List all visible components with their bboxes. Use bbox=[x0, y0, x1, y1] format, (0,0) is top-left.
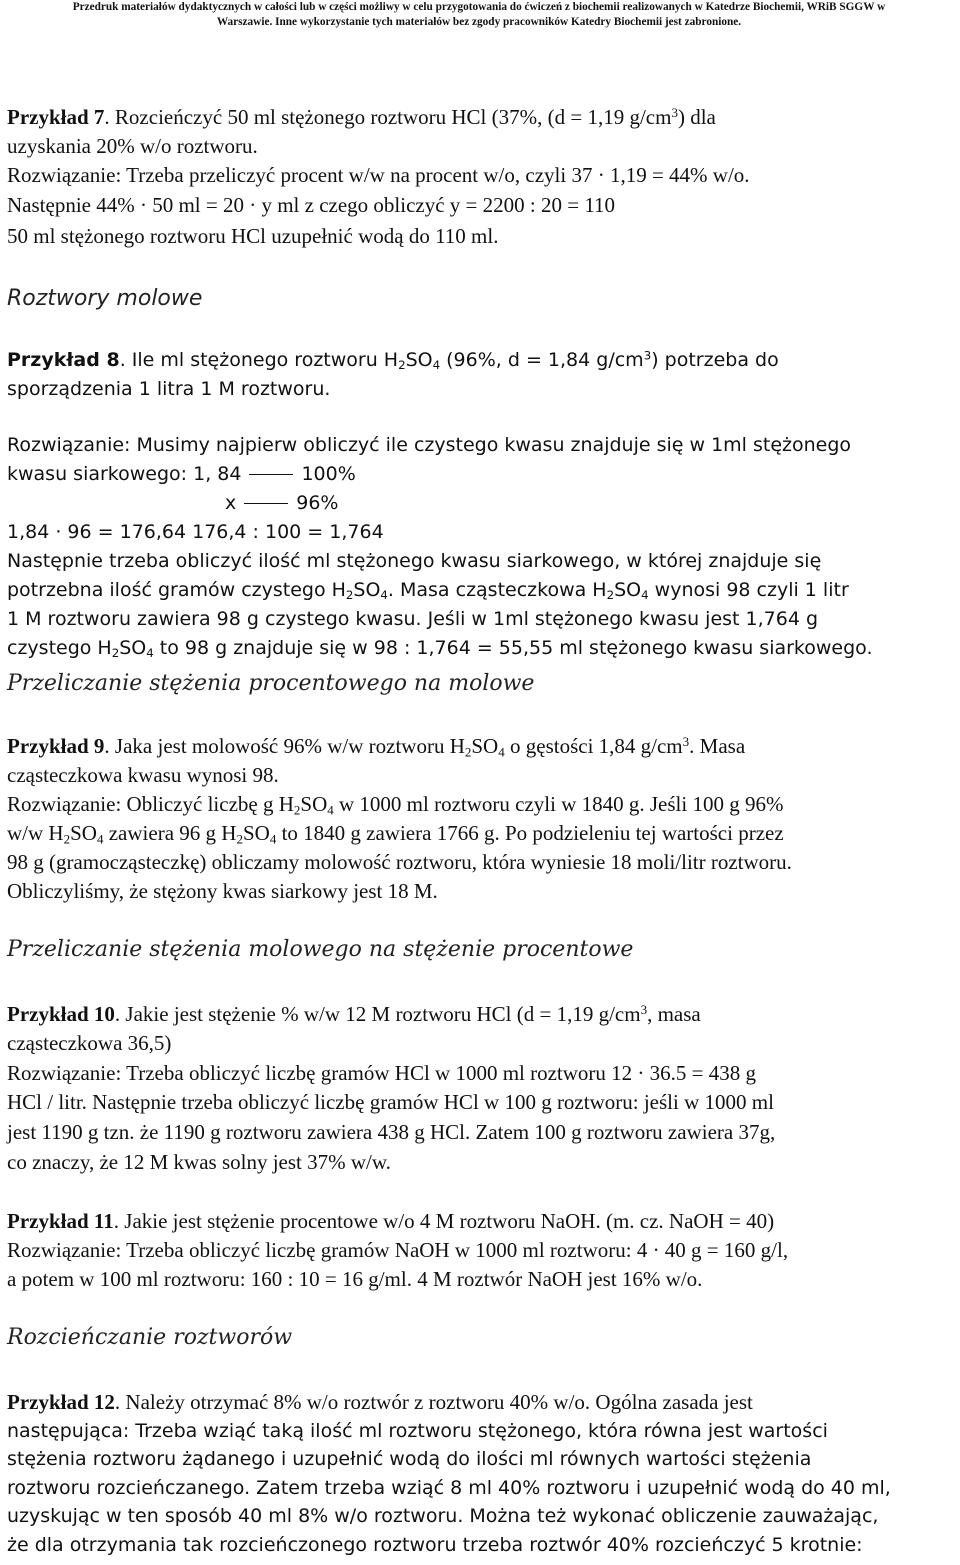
example-10-line-4: HCl / litr. Następnie trzeba obliczyć liczbę gramów HCl w 100 g roztworu: jeśli w 1000 ml bbox=[7, 1090, 774, 1114]
example-7-line-2: uzyskania 20% w/o roztworu. bbox=[7, 134, 258, 158]
header-line-1: Przedruk materiałów dydaktycznych w całości lub w części możliwy w celu przygotowania do ćwiczeń z biochemii realizowanych w Katedrze Biochemii, WRiB SGGW w bbox=[72, 1, 886, 13]
example-11-label: Przykład 11 bbox=[7, 1209, 114, 1233]
example-8-line-3: Rozwiązanie: Musimy najpierw obliczyć ile czystego kwasu znajduje się w 1ml stężonego bbox=[7, 434, 852, 456]
example-7-line-1: Przykład 7. Rozcieńczyć 50 ml stężonego roztworu HCl (37%, (d = 1,19 $g/cm^3$) dla bbox=[7, 104, 716, 129]
example-8-line-7: Następnie trzeba obliczyć ilość ml stężonego kwasu siarkowego, w której znajduje się bbox=[7, 550, 822, 572]
example-9-line-2: cząsteczkowa kwasu wynosi 98. bbox=[7, 763, 279, 787]
example-10-line-3: Rozwiązanie: Trzeba obliczyć liczbę gramów HCl w 1000 ml roztworu 12 · 36.5 = 438 g bbox=[7, 1061, 757, 1085]
example-7-label: Przykład 7 bbox=[7, 105, 105, 129]
example-9-label: Przykład 9 bbox=[7, 734, 105, 758]
example-12-line-1: Przykład 12. Należy otrzymać 8% w/o roztwór z roztworu 40% w/o. Ogólna zasada jest bbox=[7, 1390, 753, 1414]
section-heading-rozcienczanie: Rozcieńczanie roztworów bbox=[7, 1325, 293, 1350]
example-10-line-1: Przykład 10. Jakie jest stężenie % w/w 12 M roztworu HCl (d = 1,19 $g/cm^3$, masa bbox=[7, 1001, 701, 1026]
proportion-dash bbox=[249, 474, 293, 475]
example-7-line-4: Następnie 44% · 50 ml = 20 · y ml z czego obliczyć y = 2200 : 20 = 110 bbox=[7, 193, 616, 217]
example-11-line-2: Rozwiązanie: Trzeba obliczyć liczbę gramów NaOH w 1000 ml roztworu: 4 · 40 g = 160 g/l, bbox=[7, 1238, 789, 1262]
example-7-line-5: 50 ml stężonego roztworu HCl uzupełnić wodą do 110 ml. bbox=[7, 224, 499, 248]
example-8-line-5: x 96% bbox=[225, 492, 339, 514]
proportion-dash bbox=[244, 503, 288, 504]
section-heading-molowe: Roztwory molowe bbox=[7, 286, 203, 311]
example-10-label: Przykład 10 bbox=[7, 1002, 115, 1026]
example-12-line-4: roztworu rozcieńczanego. Zatem trzeba wziąć 8 ml 40% roztworu i uzupełnić wodą do 40 ml, bbox=[7, 1477, 891, 1499]
example-11-line-1: Przykład 11. Jakie jest stężenie procentowe w/o 4 M roztworu NaOH. (m. cz. NaOH = 40) bbox=[7, 1209, 775, 1233]
example-9-line-6: Obliczyliśmy, że stężony kwas siarkowy jest 18 M. bbox=[7, 879, 438, 903]
example-8-line-9: 1 M roztworu zawiera 98 g czystego kwasu. Jeśli w 1ml stężonego kwasu jest 1,764 g bbox=[7, 608, 819, 630]
example-8-line-1: Przykład 8. Ile ml stężonego roztworu $H_2SO_4$ (96%, d = 1,84 $g/cm^3$) potrzeba do bbox=[7, 348, 779, 372]
copyright-header bbox=[0, 0, 960, 30]
example-8-line-6: 1,84 · 96 = 176,64 176,4 : 100 = 1,764 bbox=[7, 521, 384, 543]
example-10-line-6: co znaczy, że 12 M kwas solny jest 37% w/w. bbox=[7, 1150, 391, 1174]
example-8-label: Przykład 8 bbox=[7, 349, 120, 371]
section-heading-procent-na-molowe: Przeliczanie stężenia procentowego na molowe bbox=[7, 671, 535, 696]
example-11-line-3: a potem w 100 ml roztworu: 160 : 10 = 16 g/ml. 4 M roztwór NaOH jest 16% w/o. bbox=[7, 1267, 703, 1291]
header-line-2: Warszawie. Inne wykorzystanie tych materiałów bez zgody pracowników Katedry Biochemii jest zabronione. bbox=[216, 16, 742, 28]
example-10-line-2: cząsteczkowa 36,5) bbox=[7, 1031, 172, 1055]
example-12-label: Przykład 12 bbox=[7, 1390, 115, 1414]
example-12-line-3: stężenia roztworu żądanego i uzupełnić wodą do ilości ml równych wartości stężenia bbox=[7, 1448, 812, 1470]
example-8-line-10: czystego $H_2SO_4$ to 98 g znajduje się w 98 : 1,764 = 55,55 ml stężonego kwasu siarkowego. bbox=[7, 637, 873, 660]
example-9-line-3: Rozwiązanie: Obliczyć liczbę g $H_2SO_4$ w 1000 ml roztworu czyli w 1840 g. Jeśli 100 g 96% bbox=[7, 792, 784, 818]
example-9-line-5: 98 g (gramocząsteczkę) obliczamy molowość roztworu, która wyniesie 18 moli/litr roztworu. bbox=[7, 850, 792, 874]
example-7-line-3: Rozwiązanie: Trzeba przeliczyć procent w/w na procent w/o, czyli 37 · 1,19 = 44% w/o. bbox=[7, 163, 750, 187]
example-9-line-1: Przykład 9. Jaka jest molowość 96% w/w roztworu $H_2SO_4$ o gęstości 1,84 $g/cm^3$. Masa bbox=[7, 733, 746, 760]
example-8-line-4: kwasu siarkowego: 1, 84 100% bbox=[7, 463, 356, 485]
example-12-line-6: że dla otrzymania tak rozcieńczonego roztworu trzeba roztwór 40% rozcieńczyć 5 krotnie: bbox=[7, 1534, 863, 1556]
example-9-line-4: w/w $H_2SO_4$ zawiera 96 g $H_2SO_4$ to 1840 g zawiera 1766 g. Po podzieleniu tej wartości przez bbox=[7, 821, 784, 847]
example-10-line-5: jest 1190 g tzn. że 1190 g roztworu zawiera 438 g HCl. Zatem 100 g roztworu zawiera 37g, bbox=[7, 1120, 776, 1144]
example-12-line-5: uzyskując w ten sposób 40 ml 8% w/o roztworu. Można też wykonać obliczenie zauważając, bbox=[7, 1505, 879, 1527]
section-heading-molowe-na-procent: Przeliczanie stężenia molowego na stężenie procentowe bbox=[7, 937, 634, 962]
example-8-line-8: potrzebna ilość gramów czystego $H_2SO_4$. Masa cząsteczkowa $H_2SO_4$ wynosi 98 czyli 1 litr bbox=[7, 579, 849, 602]
example-8-line-2: sporządzenia 1 litra 1 M roztworu. bbox=[7, 378, 331, 400]
example-12-line-2: następująca: Trzeba wziąć taką ilość ml roztworu stężonego, która równa jest wartości bbox=[7, 1420, 828, 1442]
